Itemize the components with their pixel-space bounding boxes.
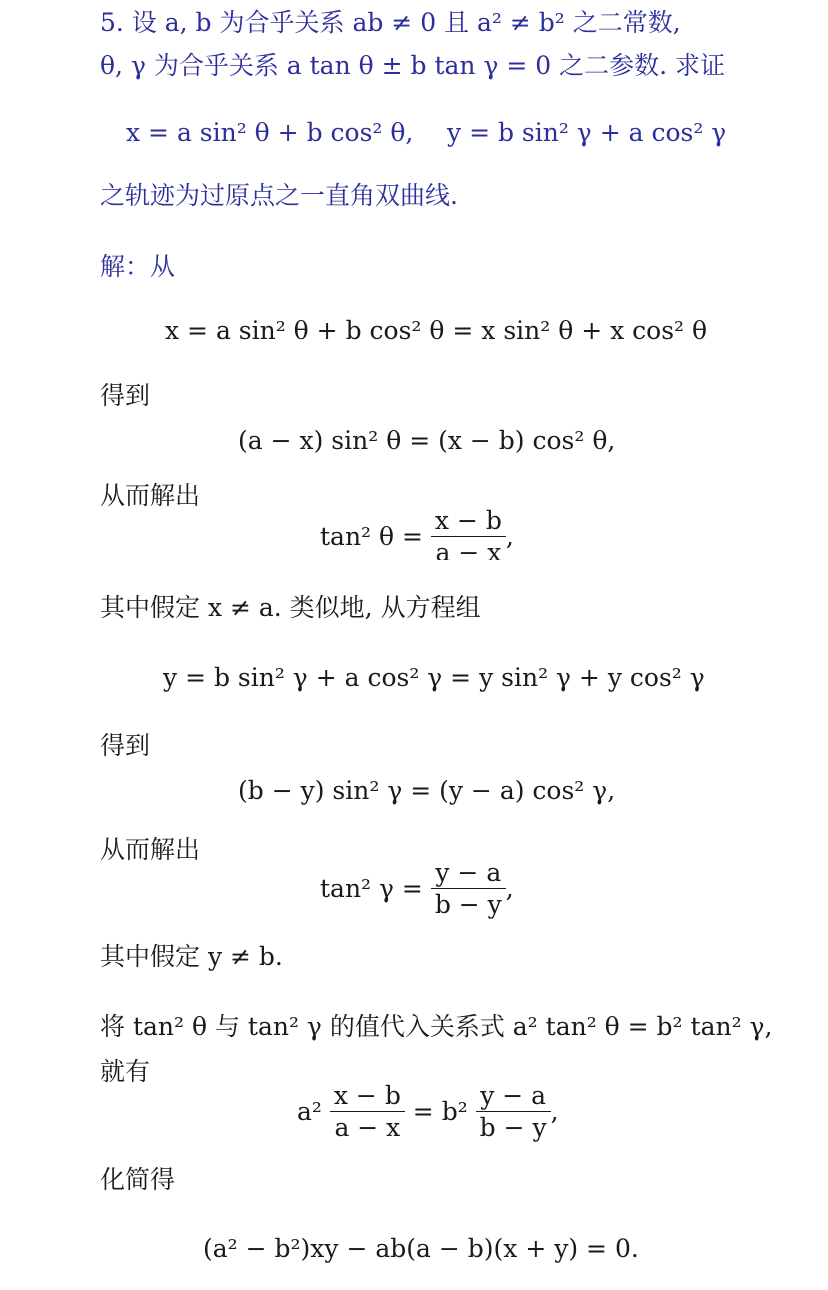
equation-7-middle: = b²: [412, 1097, 468, 1126]
problem-equation-x: x = a sin² θ + b cos² θ,: [126, 118, 414, 147]
equation-8: (a² − b²)xy − ab(a − b)(x + y) = 0.: [203, 1234, 639, 1263]
text-substitute: 将 tan² θ 与 tan² γ 的值代入关系式 a² tan² θ = b² tan² γ,: [100, 1012, 773, 1041]
equation-2: (a − x) sin² θ = (x − b) cos² θ,: [238, 426, 616, 455]
text-solve-2: 从而解出: [100, 835, 201, 864]
equation-7-lhs: a²: [297, 1097, 322, 1126]
equation-6-tail: ,: [505, 874, 514, 903]
solution-start-text: 解：从: [100, 252, 176, 281]
fraction-bar: [476, 1111, 551, 1112]
equation-5: (b − y) sin² γ = (y − a) cos² γ,: [238, 776, 616, 805]
text-solve-1: 从而解出: [100, 481, 201, 510]
problem-line-2: θ, γ 为合乎关系 a tan θ ± b tan γ = 0 之二参数. 求证: [100, 51, 726, 80]
text-get-1: 得到: [100, 381, 151, 410]
equation-3-tail: ,: [505, 522, 514, 551]
equation-7-fraction-2: [476, 1083, 551, 1140]
text-assume-2: 其中假定 y ≠ b.: [100, 942, 283, 971]
equation-3-fraction: [431, 508, 506, 560]
equation-6-numerator: y − a: [435, 858, 502, 887]
fraction-bar: [431, 536, 506, 537]
equation-6: [320, 860, 514, 917]
equation-4: y = b sin² γ + a cos² γ = y sin² γ + y cos² γ: [163, 663, 705, 692]
equation-6-lhs: tan² γ =: [320, 874, 423, 903]
equation-1: x = a sin² θ + b cos² θ = x sin² θ + x cos² θ: [165, 316, 708, 345]
equation-3-numerator: x − b: [434, 508, 502, 535]
equation-3-lhs: tan² θ =: [320, 522, 423, 551]
equation-6-fraction: [431, 860, 506, 917]
equation-7: [297, 1083, 559, 1140]
solution-start: [100, 254, 175, 279]
equation-3: [320, 508, 514, 560]
text-assume-1: 其中假定 x ≠ a. 类似地, 从方程组: [100, 593, 481, 622]
fraction-bar: [431, 888, 506, 889]
problem-line-3: 之轨迹为过原点之一直角双曲线.: [100, 181, 458, 210]
equation-6-denominator: b − y: [434, 890, 502, 919]
equation-7-numerator-1: x − b: [333, 1081, 401, 1110]
text-get-2: 得到: [100, 731, 151, 760]
text-simplify: 化简得: [100, 1165, 176, 1194]
equation-7-denominator-1: a − x: [334, 1113, 401, 1142]
equation-3-denominator: a − x: [435, 538, 502, 560]
fraction-bar: [330, 1111, 405, 1112]
equation-7-numerator-2: y − a: [480, 1081, 547, 1110]
equation-7-fraction-1: [330, 1083, 405, 1140]
equation-7-tail: ,: [550, 1097, 559, 1126]
equation-7-denominator-2: b − y: [479, 1113, 547, 1142]
text-then: 就有: [100, 1057, 151, 1086]
problem-equation-y: y = b sin² γ + a cos² γ: [447, 118, 727, 147]
problem-line-1: 5. 设 a, b 为合乎关系 ab ≠ 0 且 a² ≠ b² 之二常数,: [100, 8, 681, 37]
